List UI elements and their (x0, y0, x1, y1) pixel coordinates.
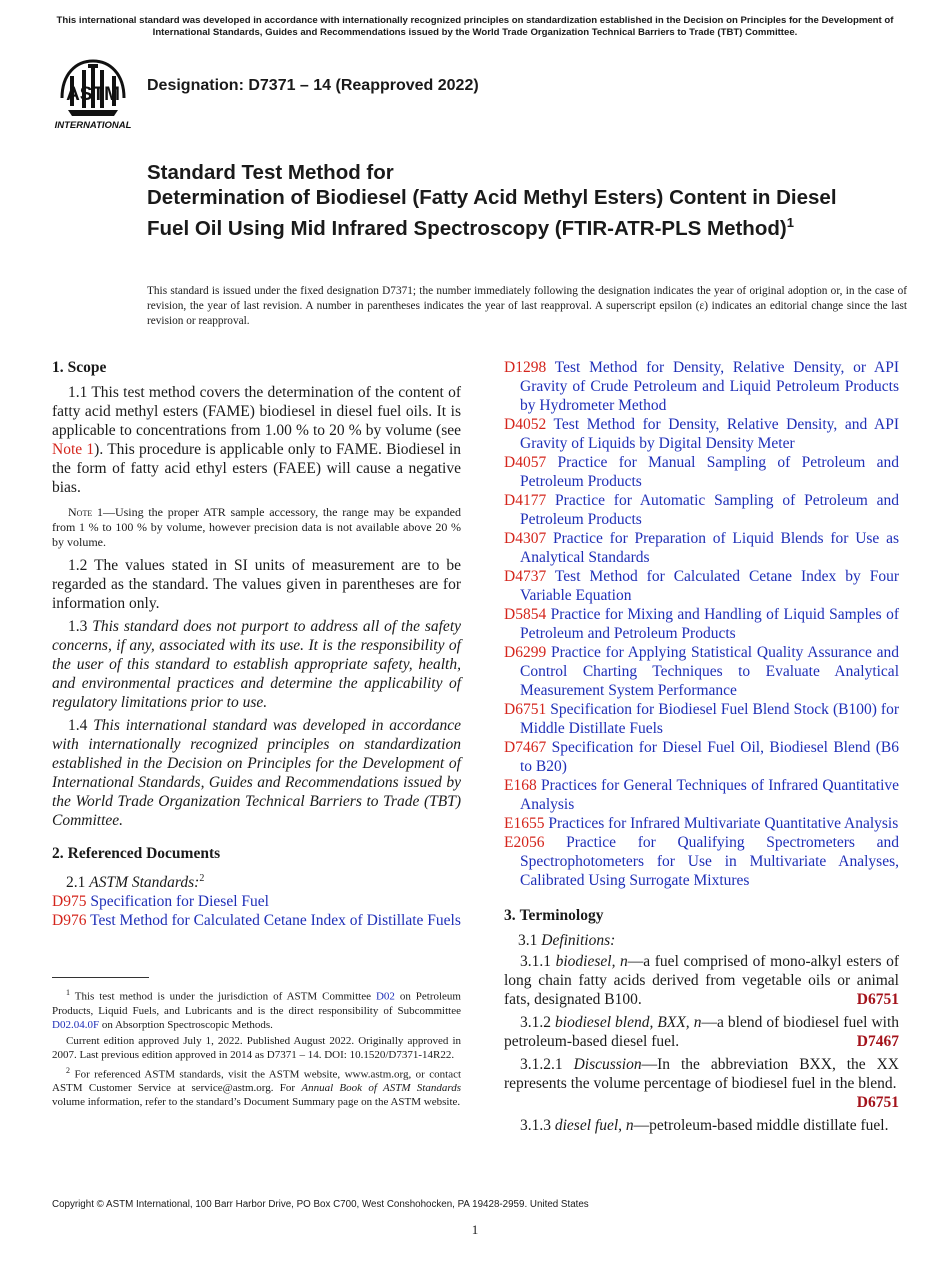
reference-item[interactable]: E1655 Practices for Infrared Multivariate Quantitative Analysis (504, 815, 899, 832)
reference-item[interactable]: D4737 Test Method for Calculated Cetane Index by Four Variable Equation (504, 568, 899, 604)
footnotes (52, 986, 461, 1111)
document-title (147, 160, 867, 241)
definition-biodiesel-blend: 3.1.2 biodiesel blend, BXX, n—a blend of biodiesel fuel with petroleum-based diesel fuel. D7467 (504, 1014, 900, 1050)
reference-item[interactable]: D4177 Practice for Automatic Sampling of Petroleum and Petroleum Products (504, 492, 900, 528)
issuance-statement: This standard is issued under the fixed designation D7371; the number immediately following the designation indicates the year of original adoption or, in the case of revision, the year of last revision. A number in parentheses indicates the year of last reapproval. A superscript epsilon (ε) indicates an editorial change since the last revision or reapproval. (147, 285, 907, 327)
reference-item[interactable]: D7467 Specification for Diesel Fuel Oil, Biodiesel Blend (B6 to B20) (504, 739, 900, 775)
reference-item[interactable]: D4057 Practice for Manual Sampling of Petroleum and Petroleum Products (504, 454, 899, 490)
referenced-documents-heading: 2. Referenced Documents (52, 845, 221, 862)
subcommittee-link[interactable]: D02.04.0F (52, 1018, 100, 1031)
astm-standards-subhead: 2.1 ASTM Standards:$^2$ (66, 873, 205, 892)
logo-letters: ASTM (66, 84, 120, 105)
definition-source-link[interactable]: D7467 (856, 1033, 899, 1050)
footnote-1: $^1$ This test method is under the jurisdiction of ASTM Committee D02 on Petroleum Products, Liquid Fuels, and Lubricants and is the direct responsibility of Subcommittee D02.04.0F on Absorption Spectroscopic Methods. (52, 988, 461, 1031)
reference-item[interactable]: E168 Practices for General Techniques of Infrared Quantitative Analysis (504, 777, 899, 813)
definitions-subhead: 3.1 Definitions: (518, 932, 616, 949)
tbt-notice: This international standard was developed in accordance with internationally recognized principles on standardization established in the Decision on Principles for the Development of International Standards, Guides and Recommendations issued by the World Trade Organization Technical Barriers to Trade (TBT) Committee. (56, 15, 894, 38)
footnote-1-edition: Current edition approved July 1, 2022. Published August 2022. Originally approved in 2007. Last previous edition approved in 2014 as D7371 – 14. DOI: 10.1520/D7371-14R22. (52, 1034, 461, 1061)
reference-item[interactable]: D4052 Test Method for Density, Relative Density, and API Gravity of Liquids by Digital Density Meter (504, 416, 899, 452)
reference-item[interactable]: D1298 Test Method for Density, Relative Density, or API Gravity of Crude Petroleum and Liquid Petroleum Products by Hydrometer Method (504, 359, 899, 414)
reference-list-left (52, 892, 461, 930)
definition-source-link[interactable]: D6751 (856, 991, 899, 1008)
reference-item[interactable]: D975 Specification for Diesel Fuel (52, 893, 269, 911)
note-1: Note 1—Using the proper ATR sample accessory, the range may be expanded from 1 % to 100 % by volume, however precision data is not available above 20 % by volume. (52, 505, 462, 549)
reference-item[interactable]: D4307 Practice for Preparation of Liquid Blends for Use as Analytical Standards (504, 530, 899, 566)
reference-list-right (504, 358, 899, 890)
scope-heading: 1. Scope (52, 359, 107, 376)
astm-logo (52, 56, 134, 132)
footnote-rule (52, 977, 149, 978)
terminology-heading: 3. Terminology (504, 907, 604, 924)
committee-d02-link[interactable]: D02 (375, 990, 395, 1003)
scope-1-2: 1.2 The values stated in SI units of measurement are to be regarded as the standard. The values given in parentheses are for information only. (52, 557, 461, 612)
logo-caption: INTERNATIONAL (54, 120, 132, 131)
title-line-1: Standard Test Method for (147, 161, 394, 184)
footnote-2: $^2$ For referenced ASTM standards, visit the ASTM website, www.astm.org, or contact ASTM Customer Service at service@astm.org. For Annual Book of ASTM Standards volume information, refer to the standard’s Document Summary page on the ASTM website. (52, 1065, 462, 1109)
note-1-link[interactable]: Note 1 (52, 441, 95, 458)
reference-item[interactable]: D5854 Practice for Mixing and Handling of Liquid Samples of Petroleum and Petroleum Products (504, 606, 899, 642)
title-footnote-mark: 1 (786, 215, 794, 230)
title-line-2: Determination of Biodiesel (Fatty Acid Methyl Esters) Content in Diesel Fuel Oil Using Mid Infrared Spectroscopy (FTIR-ATR-PLS Method) (147, 186, 837, 240)
left-column (52, 358, 461, 930)
definition-source-link[interactable]: D6751 (856, 1094, 899, 1111)
copyright-line: Copyright © ASTM International, 100 Barr Harbor Drive, PO Box C700, West Conshohocken, PA 19428-2959. United States (52, 1199, 589, 1210)
right-column (504, 358, 899, 1139)
definition-biodiesel: 3.1.1 biodiesel, n—a fuel comprised of mono-alkyl esters of long chain fatty acids derived from vegetable oils or animal fats, designated B100. D6751 (504, 953, 900, 1008)
scope-1-4: 1.4 This international standard was developed in accordance with internationally recognized principles on standardization established in the Decision on Principles for the Development of International Standards, Guides and Recommendations issued by the World Trade Organization Technical Barriers to Trade (TBT) Committee. (52, 717, 461, 829)
reference-item[interactable]: D976 Test Method for Calculated Cetane Index of Distillate Fuels (52, 912, 461, 930)
definition-discussion: 3.1.2.1 Discussion—In the abbreviation BXX, the XX represents the volume percentage of biodiesel fuel in the blend. D6751 (504, 1056, 899, 1111)
reference-item[interactable]: D6751 Specification for Biodiesel Fuel Blend Stock (B100) for Middle Distillate Fuels (504, 701, 900, 737)
designation: Designation: D7371 – 14 (Reapproved 2022) (147, 77, 479, 94)
page-number: 1 (471, 1222, 479, 1237)
definition-diesel-fuel: 3.1.3 diesel fuel, n—petroleum-based middle distillate fuel. (520, 1117, 889, 1134)
reference-item[interactable]: D6299 Practice for Applying Statistical Quality Assurance and Control Charting Techniques to Evaluate Analytical Measurement System Performance (504, 644, 899, 699)
scope-1-1: 1.1 This test method covers the determination of the content of fatty acid methyl esters (FAME) biodiesel in diesel fuel oils. It is applicable to concentrations from 1.00 % to 20 % by volume (see Note 1). This procedure is applicable only to FAME. Biodiesel in the form of fatty acid ethyl esters (FAEE) will cause a negative bias. (52, 384, 461, 496)
reference-item[interactable]: E2056 Practice for Qualifying Spectrometers and Spectrophotometers for Use in Multivariate Analyses, Calibrated Using Surrogate Mixtures (504, 834, 899, 889)
scope-1-3: 1.3 This standard does not purport to address all of the safety concerns, if any, associated with its use. It is the responsibility of the user of this standard to establish appropriate safety, health, and environmental practices and determine the applicability of regulatory limitations prior to use. (52, 618, 462, 711)
